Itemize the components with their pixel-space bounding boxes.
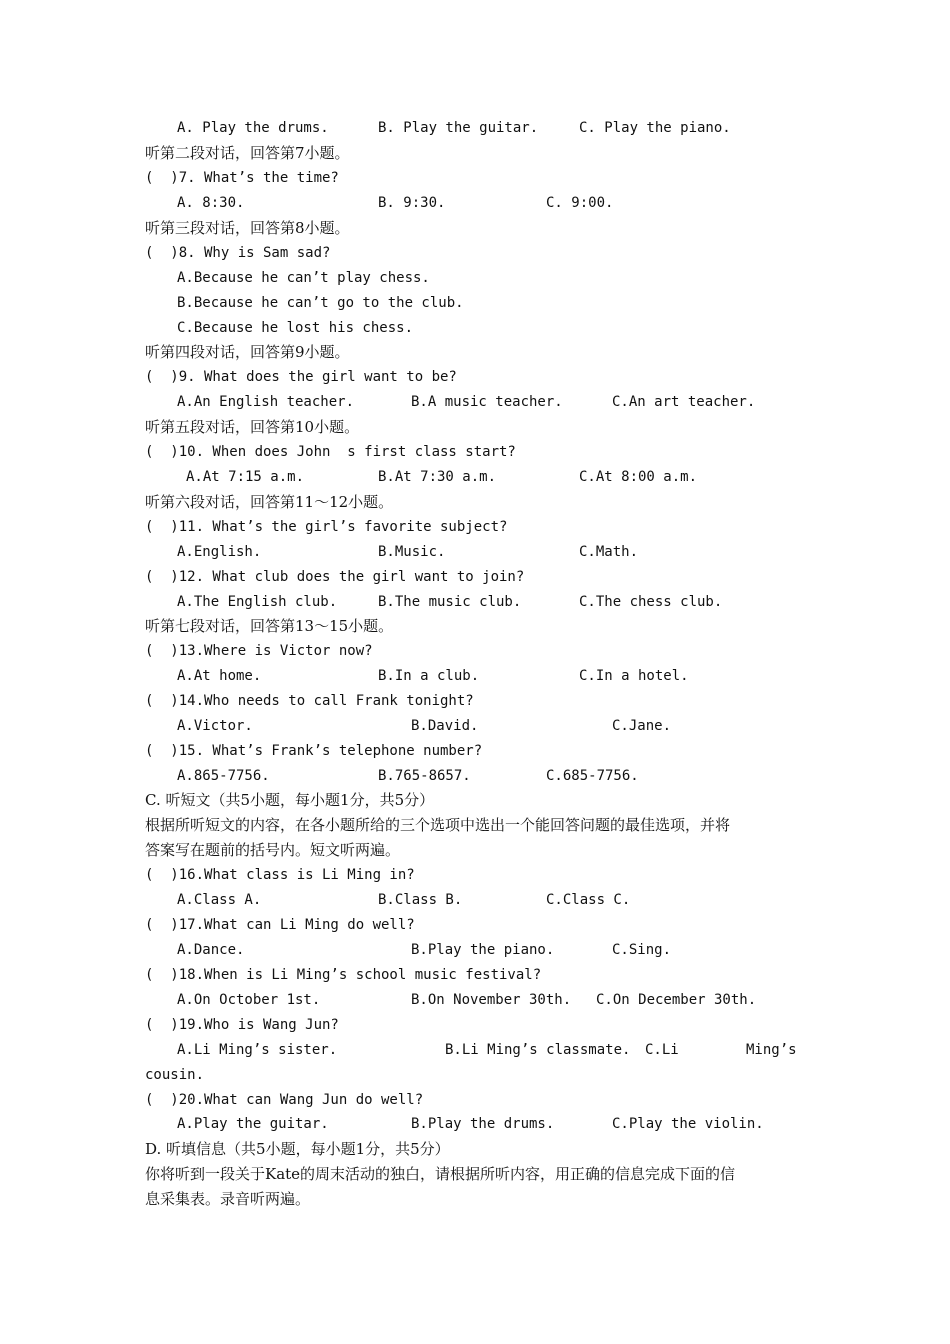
q12-option-c: C.The chess club. — [579, 594, 723, 610]
q15-stem: ( )15. What’s Frank’s telephone number? — [145, 743, 483, 759]
q17-stem: ( )17.What can Li Ming do well? — [145, 917, 415, 933]
part-c-instruction-line2: 答案写在题前的括号内。短文听两遍。 — [145, 841, 401, 859]
q17-option-a: A.Dance. — [177, 942, 245, 958]
q14-stem: ( )14.Who needs to call Frank tonight? — [145, 693, 474, 709]
section-3-header: 听第三段对话，回答第8小题。 — [145, 219, 350, 237]
q16-option-c: C.Class C. — [546, 892, 631, 908]
q19-stem: ( )19.Who is Wang Jun? — [145, 1017, 339, 1033]
q19-option-b: B.Li Ming’s classmate. — [445, 1042, 631, 1058]
q18-option-c: C.On December 30th. — [596, 992, 757, 1008]
q10-option-c: C.At 8:00 a.m. — [579, 469, 698, 485]
q8-option-b: B.Because he can’t go to the club. — [177, 295, 464, 311]
q11-option-c: C.Math. — [579, 544, 639, 560]
q19-option-a: A.Li Ming’s sister. — [177, 1042, 338, 1058]
q12-option-b: B.The music club. — [378, 594, 522, 610]
q6-option-a: A. Play the drums. — [177, 120, 329, 136]
q14-option-c: C.Jane. — [612, 718, 672, 734]
q7-stem: ( )7. What’s the time? — [145, 170, 339, 186]
q13-option-c: C.In a hotel. — [579, 668, 689, 684]
q10-stem: ( )10. When does John s first class start? — [145, 444, 516, 460]
q16-stem: ( )16.What class is Li Ming in? — [145, 867, 415, 883]
q6-option-c: C. Play the piano. — [579, 120, 731, 136]
q20-option-c: C.Play the violin. — [612, 1116, 764, 1132]
q20-stem: ( )20.What can Wang Jun do well? — [145, 1092, 424, 1108]
q14-option-b: B.David. — [411, 718, 479, 734]
q16-option-a: A.Class A. — [177, 892, 262, 908]
section-7-header: 听第七段对话，回答第13～15小题。 — [145, 617, 394, 635]
q17-option-b: B.Play the piano. — [411, 942, 555, 958]
q10-option-b: B.At 7:30 a.m. — [378, 469, 497, 485]
q19-option-c-cont: Ming’s — [746, 1042, 797, 1058]
q12-stem: ( )12. What club does the girl want to join? — [145, 569, 525, 585]
q11-option-a: A.English. — [177, 544, 262, 560]
part-d-instruction-line1: 你将听到一段关于Kate的周末活动的独白，请根据所听内容，用正确的信息完成下面的信 — [145, 1165, 736, 1183]
part-d-instruction-line2: 息采集表。录音听两遍。 — [145, 1190, 311, 1208]
q9-option-a: A.An English teacher. — [177, 394, 355, 410]
q17-option-c: C.Sing. — [612, 942, 672, 958]
q18-option-a: A.On October 1st. — [177, 992, 321, 1008]
q9-option-c: C.An art teacher. — [612, 394, 756, 410]
q20-option-b: B.Play the drums. — [411, 1116, 555, 1132]
part-c-title: C. 听短文（共5小题，每小题1分，共5分） — [145, 791, 435, 809]
section-4-header: 听第四段对话，回答第9小题。 — [145, 343, 350, 361]
q19-option-c-wrap: cousin. — [145, 1067, 205, 1083]
q7-option-b: B. 9:30. — [378, 195, 446, 211]
part-d-title: D. 听填信息（共5小题，每小题1分，共5分） — [145, 1140, 450, 1158]
q15-option-a: A.865-7756. — [177, 768, 270, 784]
q20-option-a: A.Play the guitar. — [177, 1116, 329, 1132]
q6-option-b: B. Play the guitar. — [378, 120, 539, 136]
q8-option-c: C.Because he lost his chess. — [177, 320, 414, 336]
q13-option-a: A.At home. — [177, 668, 262, 684]
section-2-header: 听第二段对话，回答第7小题。 — [145, 144, 350, 162]
q14-option-a: A.Victor. — [177, 718, 253, 734]
q19-option-c: C.Li — [645, 1042, 679, 1058]
q13-stem: ( )13.Where is Victor now? — [145, 643, 373, 659]
q18-option-b: B.On November 30th. — [411, 992, 572, 1008]
q15-option-b: B.765-8657. — [378, 768, 471, 784]
q16-option-b: B.Class B. — [378, 892, 463, 908]
q13-option-b: B.In a club. — [378, 668, 480, 684]
part-c-instruction-line1: 根据所听短文的内容，在各小题所给的三个选项中选出一个能回答问题的最佳选项，并将 — [145, 816, 731, 834]
q11-option-b: B.Music. — [378, 544, 446, 560]
q9-stem: ( )9. What does the girl want to be? — [145, 369, 457, 385]
q12-option-a: A.The English club. — [177, 594, 338, 610]
q7-option-c: C. 9:00. — [546, 195, 614, 211]
section-6-header: 听第六段对话，回答第11～12小题。 — [145, 493, 394, 511]
q8-stem: ( )8. Why is Sam sad? — [145, 245, 331, 261]
q15-option-c: C.685-7756. — [546, 768, 639, 784]
q8-option-a: A.Because he can’t play chess. — [177, 270, 430, 286]
q9-option-b: B.A music teacher. — [411, 394, 563, 410]
q10-option-a: A.At 7:15 a.m. — [186, 469, 305, 485]
q18-stem: ( )18.When is Li Ming’s school music festival? — [145, 967, 542, 983]
q11-stem: ( )11. What’s the girl’s favorite subject? — [145, 519, 508, 535]
section-5-header: 听第五段对话，回答第10小题。 — [145, 418, 360, 436]
q7-option-a: A. 8:30. — [177, 195, 245, 211]
